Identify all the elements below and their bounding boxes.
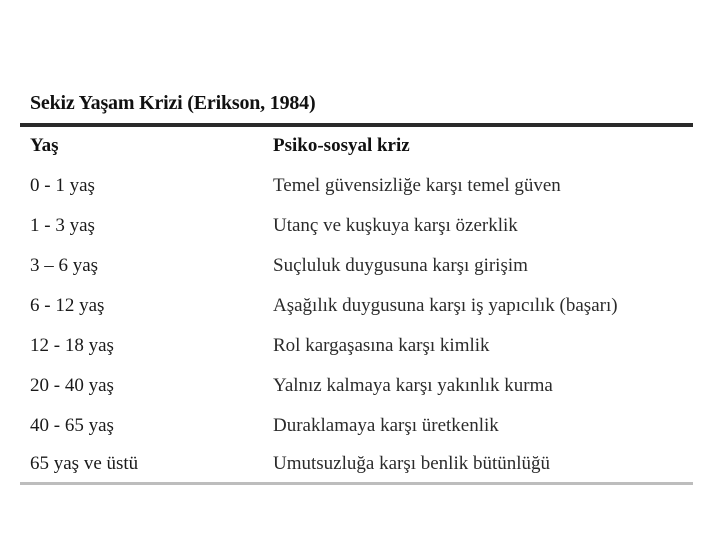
- row-age: 6 - 12 yaş: [30, 295, 105, 316]
- header-crisis: Psiko-sosyal kriz: [273, 135, 410, 156]
- row-age: 40 - 65 yaş: [30, 415, 114, 436]
- table-row: [30, 252, 690, 280]
- row-crisis: Yalnız kalmaya karşı yakınlık kurma: [273, 375, 553, 396]
- row-age: 0 - 1 yaş: [30, 175, 95, 196]
- row-crisis: Utanç ve kuşkuya karşı özerklik: [273, 215, 518, 236]
- row-crisis: Suçluluk duygusuna karşı girişim: [273, 255, 528, 276]
- table-row: [30, 372, 690, 400]
- bottom-rule: [20, 482, 693, 485]
- row-age: 65 yaş ve üstü: [30, 453, 139, 474]
- row-crisis: Duraklamaya karşı üretkenlik: [273, 415, 499, 436]
- row-crisis: Temel güvensizliğe karşı temel güven: [273, 175, 561, 196]
- top-rule: [20, 123, 693, 127]
- table-row: [30, 292, 690, 320]
- table-row: [30, 172, 690, 200]
- row-age: 12 - 18 yaş: [30, 335, 114, 356]
- row-crisis: Aşağılık duygusuna karşı iş yapıcılık (başarı): [273, 295, 618, 316]
- table-row: [30, 450, 690, 478]
- table-header: [30, 132, 690, 160]
- row-age: 20 - 40 yaş: [30, 375, 114, 396]
- table-title: Sekiz Yaşam Krizi (Erikson, 1984): [30, 92, 316, 114]
- row-crisis: Umutsuzluğa karşı benlik bütünlüğü: [273, 453, 551, 474]
- row-crisis: Rol kargaşasına karşı kimlik: [273, 335, 490, 356]
- table-row: [30, 412, 690, 440]
- row-age: 1 - 3 yaş: [30, 215, 95, 236]
- header-age: Yaş: [30, 135, 59, 156]
- row-age: 3 – 6 yaş: [30, 255, 99, 276]
- table-row: [30, 332, 690, 360]
- table-row: [30, 212, 690, 240]
